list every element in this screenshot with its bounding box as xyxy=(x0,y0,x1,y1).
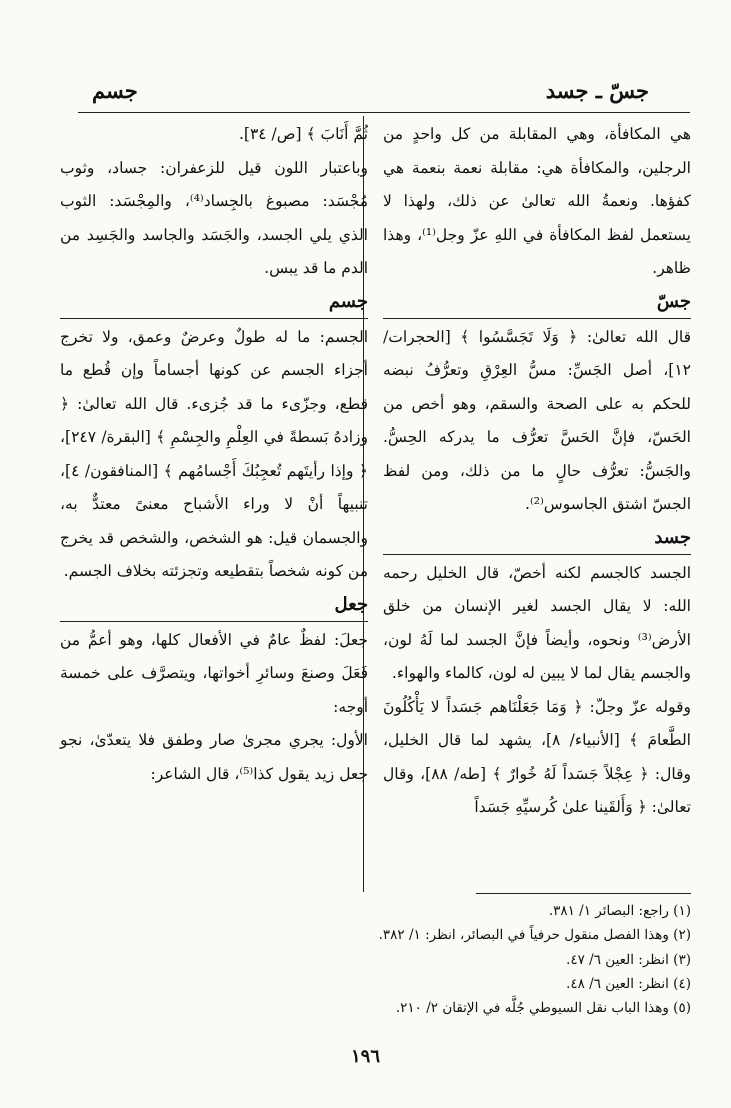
footnote-3: (٣) انظر: العين ٦/ ٤٧. xyxy=(566,951,691,968)
jasad-paragraph-2: وقوله عزّ وجلّ: ﴿ وَمَا جَعَلْنَاهم جَسَداً لا يَأْكُلُونَ الطَّعامَ ﴾ [الأنبياء/ ٨]، يشهد لما قال الخليل، وقال: ﴿ عِجْلاً جَسَداً لَهُ خُوارٌ ﴾ [طه/ ٨٨]، وقال تعالىٰ: ﴿ وَأَلقَينا علىٰ كُرسيِّهِ جَسَداً xyxy=(383,697,691,816)
footnotes xyxy=(51,899,691,1020)
jass-paragraph: قال الله تعالىٰ: ﴿ وَلَا تَجَسَّسُوا ﴾ [الحجرات/ ١٢]، أصل الجَسِّ: مسُّ العِرْقِ وتعرُّفُ نبضه للحكم به على الصحة والسقم، وهو أخص من الحَسّ، فإنَّ الحَسَّ تعرُّف ما يدركه الحِسُّ. والجَسُّ: تعرُّف حالٍ ما من ذلك، ومن لفظ الجسّ اشتق الجاسوس⁽²⁾. xyxy=(383,327,691,513)
jasad-paragraph-1: الجسد كالجسم لكنه أخصّ، قال الخليل رحمه الله: لا يقال الجسد لغير الإنسان من خلق الأرض⁽³⁾ ونحوه، وأيضاً فإنَّ الجسد لما لَهُ لون، والجسم يقال لما لا يبين له لون، كالماء والهواء. xyxy=(383,563,691,682)
left-intro-paragraph: وباعتبار اللون قيل للزعفران: جساد، وثوب مُجْسَد: مصبوغ بالجِساد⁽⁴⁾، والمِجْسَد: الثوب الذي يلي الجسد، والجَسَد والجاسد والجَسِد من الدم ما قد يبس. xyxy=(60,158,368,277)
jaal-paragraph-2: الأول: يجري مجرىٰ صار وطفق فلا يتعدّىٰ، نجو جعل زيد يقول كذا⁽⁵⁾، قال الشاعر: xyxy=(60,731,368,783)
jism-paragraph: الجسم: ما له طولٌ وعرضٌ وعمق، ولا تخرج أجزاء الجسم عن كونها أجساماً وإن قُطع ما قطع، وجزّىء ما قد جُزىء. قال الله تعالىٰ: ﴿ وزادهُ بَسطةً في العِلْمِ والجِسْمِ ﴾ [البقرة/ ٢٤٧]، ﴿ وإذا رأيتَهم تُعجِبُكَ أَجْسامُهم ﴾ [المنافقون/ ٤]، تنبيهاً أنْ لا وراء الأشباح معنىً معتدٌّ به، والجسمان قيل: هو الشخص، والشخص قد يخرج من كونه شخصاً بتقطيعه وتجزئته بخلاف الجسم. xyxy=(60,327,368,580)
section-title-jass: جسّ xyxy=(383,286,691,319)
page-number: ١٩٦ xyxy=(350,1046,380,1067)
footnote-1: (١) راجع: البصائر ١/ ٣٨١. xyxy=(548,903,691,919)
footnote-4: (٤) انظر: العين ٦/ ٤٨. xyxy=(566,975,691,992)
footnote-2: (٢) وهذا الفصل منقول حرفياً في البصائر، انظر: ١/ ٣٨٢. xyxy=(378,927,691,944)
left-intro-line: ثُمَّ أَنَابَ ﴾ [ص/ ٣٤]. xyxy=(238,125,368,143)
jaal-paragraph-1: جعلَ: لفظٌ عامٌ في الأفعال كلها، وهو أعمُّ من فَعَلَ وصنعَ وسائرِ أخواتها، ويتصرَّف على خمسة أوجه: xyxy=(60,630,368,716)
footnote-5: (٥) وهذا الباب نقل السيوطي جُلَّه في الإتقان ٢/ ٢١٠. xyxy=(395,1000,691,1017)
section-title-jasad: جسد xyxy=(383,522,691,555)
right-intro-paragraph: هي المكافأة، وهي المقابلة من كل واحدٍ من الرجلين، والمكافأة هي: مقابلة نعمة بنعمة هي كفؤها. ونعمةُ الله تعالىٰ عن ذلك، ولهذا لا يستعمل لفظ المكافأة في اللهِ عزّ وجل⁽¹⁾، وهذا ظاهر. xyxy=(383,125,691,277)
right-column xyxy=(383,118,691,825)
section-title-jaal: جعل xyxy=(60,589,368,622)
left-column xyxy=(60,118,368,791)
section-title-jism: جسم xyxy=(60,286,368,319)
running-header-left: جسم xyxy=(92,78,138,103)
running-header-right: جسّ ـ جسد xyxy=(545,78,649,103)
header-rule xyxy=(78,112,690,113)
footnote-rule xyxy=(476,893,691,894)
